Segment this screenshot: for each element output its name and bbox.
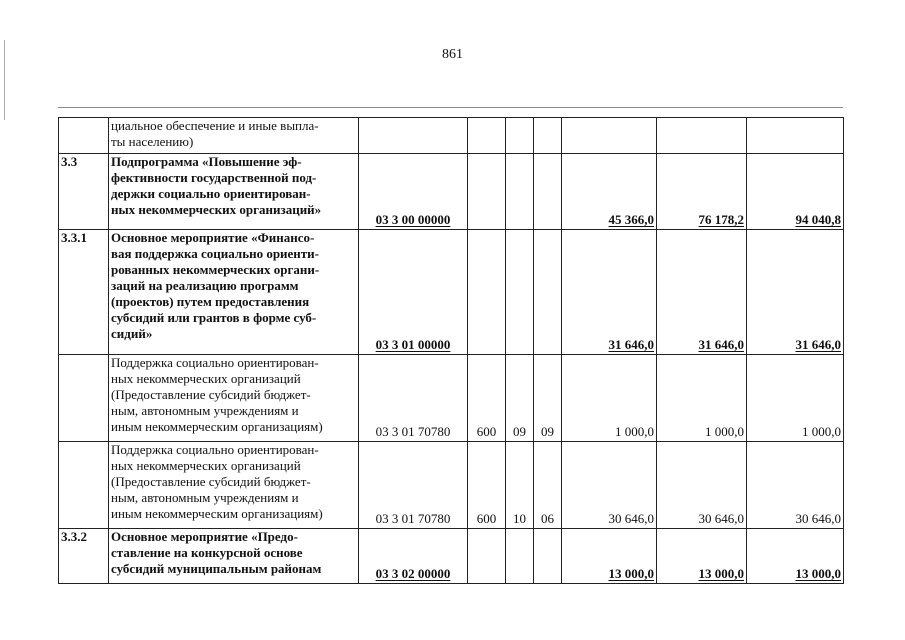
row-amount-year-1: 13 000,0 <box>562 529 657 584</box>
row-pr-code <box>534 154 562 230</box>
row-name: Основное мероприятие «Финансо- вая поддержка социально ориенти- рованных некоммерческих органи- заций на реализацию программ (проектов) путем предоставления субсидий или грантов в форме суб- сидий» <box>109 230 359 355</box>
row-rz-code <box>506 154 534 230</box>
row-code: 3.3 <box>59 154 109 230</box>
row-pr-code: 09 <box>534 355 562 442</box>
row-rz-code <box>506 230 534 355</box>
table-row <box>59 529 844 584</box>
row-rz-code <box>506 118 534 154</box>
row-csr-code: 03 3 01 00000 <box>359 230 468 355</box>
row-vr-code: 600 <box>468 442 506 529</box>
row-vr-code <box>468 529 506 584</box>
row-amount-year-2 <box>657 118 747 154</box>
row-pr-code: 06 <box>534 442 562 529</box>
page-number: 861 <box>442 47 463 62</box>
row-code <box>59 355 109 442</box>
row-amount-year-2: 31 646,0 <box>657 230 747 355</box>
row-amount-year-1: 1 000,0 <box>562 355 657 442</box>
row-code <box>59 442 109 529</box>
row-rz-code: 09 <box>506 355 534 442</box>
row-name: циальное обеспечение и иные выпла- ты населению) <box>109 118 359 154</box>
row-amount-year-3: 94 040,8 <box>747 154 844 230</box>
row-name: Поддержка социально ориентирован- ных некоммерческих организаций (Предоставление субсидий бюджет- ным, автономным учреждениям и иным некоммерческим организациям) <box>109 442 359 529</box>
row-code: 3.3.1 <box>59 230 109 355</box>
row-code <box>59 118 109 154</box>
row-amount-year-1: 30 646,0 <box>562 442 657 529</box>
row-vr-code: 600 <box>468 355 506 442</box>
header-rule <box>58 107 843 108</box>
table-row <box>59 154 844 230</box>
row-csr-code: 03 3 01 70780 <box>359 355 468 442</box>
row-vr-code <box>468 154 506 230</box>
row-csr-code: 03 3 02 00000 <box>359 529 468 584</box>
table-row <box>59 442 844 529</box>
row-code: 3.3.2 <box>59 529 109 584</box>
table-body <box>59 118 844 584</box>
row-rz-code <box>506 529 534 584</box>
row-amount-year-3: 30 646,0 <box>747 442 844 529</box>
row-amount-year-1: 31 646,0 <box>562 230 657 355</box>
row-amount-year-2: 13 000,0 <box>657 529 747 584</box>
row-name: Основное мероприятие «Предо- ставление на конкурсной основе субсидий муниципальным районам <box>109 529 359 584</box>
row-amount-year-3: 31 646,0 <box>747 230 844 355</box>
table-row <box>59 230 844 355</box>
row-pr-code <box>534 529 562 584</box>
table-row <box>59 118 844 154</box>
row-pr-code <box>534 230 562 355</box>
row-name: Подпрограмма «Повышение эф- фективности государственной под- держки социально ориентирован- ных некоммерческих организаций» <box>109 154 359 230</box>
row-amount-year-3: 13 000,0 <box>747 529 844 584</box>
row-csr-code: 03 3 01 70780 <box>359 442 468 529</box>
row-amount-year-1 <box>562 118 657 154</box>
table-row <box>59 355 844 442</box>
row-amount-year-1: 45 366,0 <box>562 154 657 230</box>
row-vr-code <box>468 118 506 154</box>
row-name: Поддержка социально ориентирован- ных некоммерческих организаций (Предоставление субсидий бюджет- ным, автономным учреждениям и иным некоммерческим организациям) <box>109 355 359 442</box>
row-amount-year-3: 1 000,0 <box>747 355 844 442</box>
row-amount-year-2: 76 178,2 <box>657 154 747 230</box>
row-amount-year-2: 1 000,0 <box>657 355 747 442</box>
row-vr-code <box>468 230 506 355</box>
row-amount-year-2: 30 646,0 <box>657 442 747 529</box>
row-csr-code <box>359 118 468 154</box>
budget-table <box>58 117 844 584</box>
row-amount-year-3 <box>747 118 844 154</box>
row-rz-code: 10 <box>506 442 534 529</box>
row-csr-code: 03 3 00 00000 <box>359 154 468 230</box>
row-pr-code <box>534 118 562 154</box>
